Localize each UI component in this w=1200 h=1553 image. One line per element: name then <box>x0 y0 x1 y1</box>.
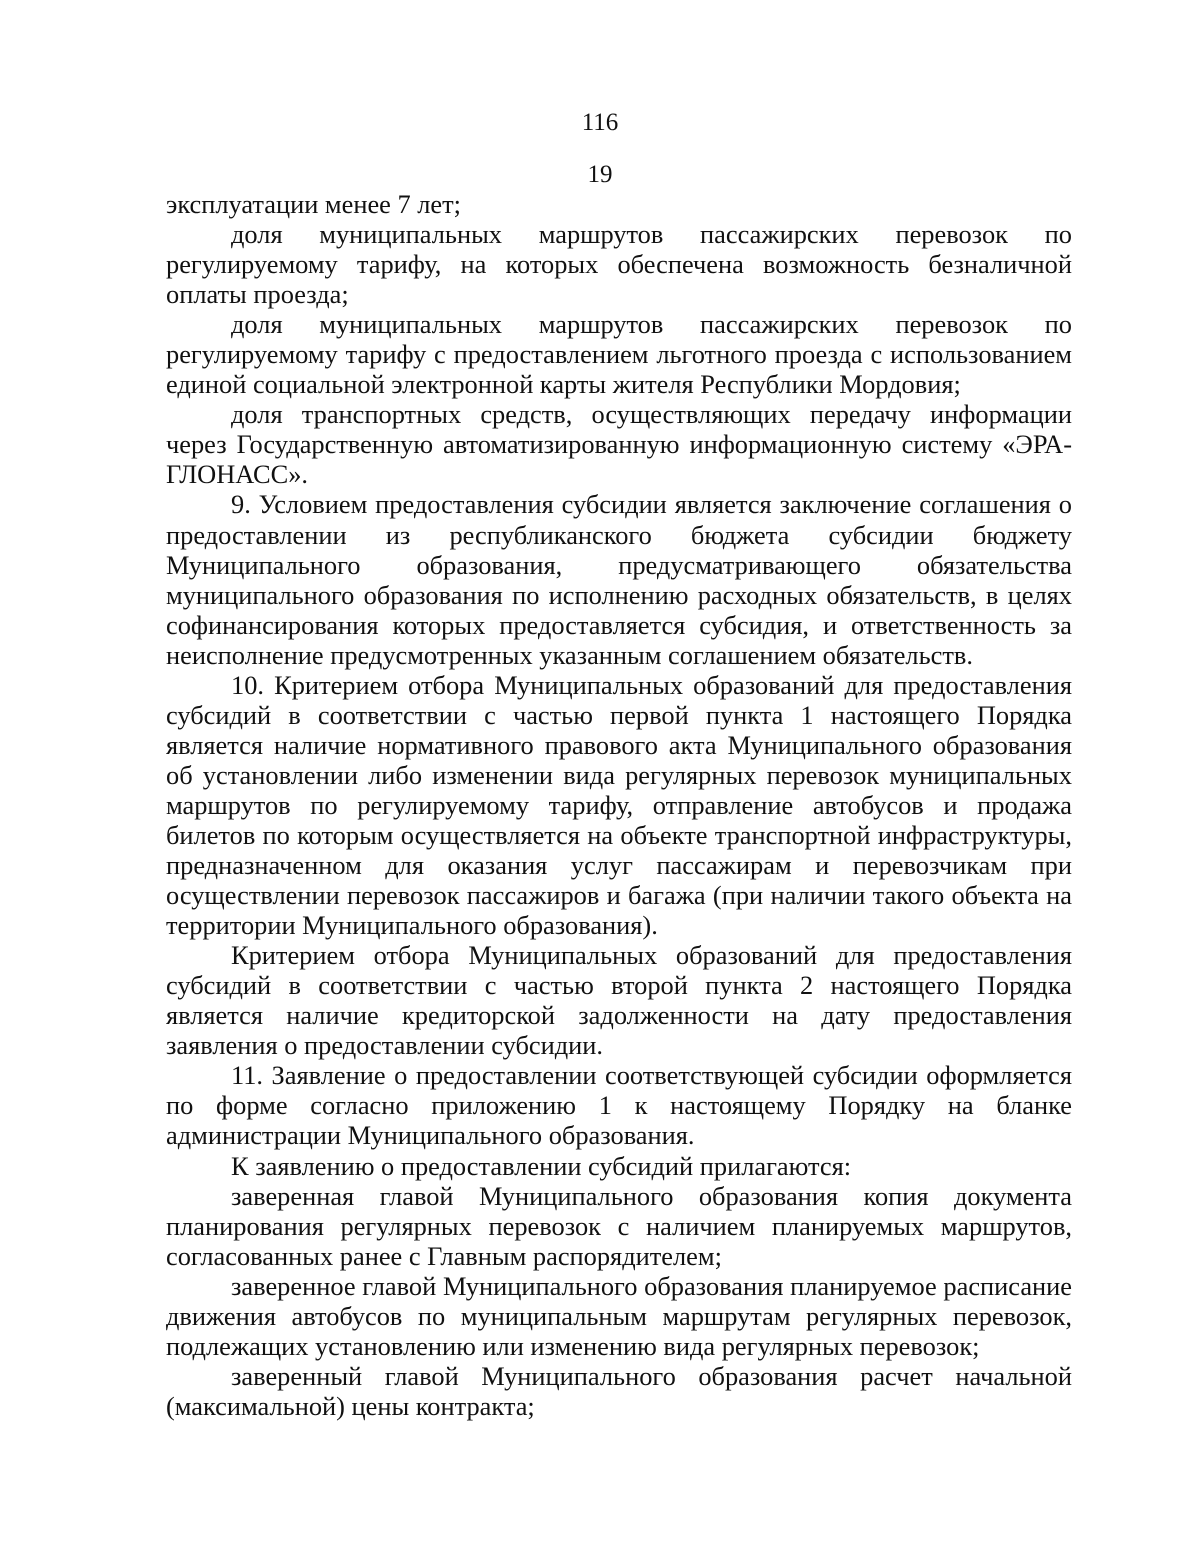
paragraph-item-11: 11. Заявление о предоставлении соответствующей субсидии оформляется по форме согласно приложению 1 к настоящему Порядку на бланке администрации Муниципального образования. <box>166 1060 1072 1151</box>
paragraph-attachment-schedule: заверенное главой Муниципального образования планируемое расписание движения автобусов по муниципальным маршрутам регулярных перевозок, подлежащих установлению или изменению вида регулярных перевозок; <box>166 1270 1072 1361</box>
paragraph-indicator-cashless: доля муниципальных маршрутов пассажирских перевозок по регулируемому тарифу, на которых обеспечена возможность безналичной оплаты проезда; <box>166 219 1072 310</box>
paragraph-attachments-intro: К заявлению о предоставлении субсидий прилагаются: <box>231 1150 852 1181</box>
paragraph-continuation: эксплуатации менее 7 лет; <box>166 189 462 219</box>
paragraph-attachment-planning-document: заверенная главой Муниципального образования копия документа планирования регулярных перевозок с наличием планируемых маршрутов, согласованных ранее с Главным распорядителем; <box>166 1180 1072 1271</box>
paragraph-indicator-era-glonass: доля транспортных средств, осуществляющих передачу информации через Государственную автоматизированную информационную систему «ЭРА-ГЛОНАСС». <box>166 399 1072 490</box>
inner-page-number: 19 <box>587 161 613 188</box>
paragraph-item-9: 9. Условием предоставления субсидии является заключение соглашения о предоставлении из республиканского бюджета субсидии бюджету Муниципального образования, предусматривающего обязательства муниципального образования по исполнению расходных обязательств, в целях софинансирования которых предоставляется субсидия, и ответственность за неисполнение предусмотренных указанным соглашением обязательств. <box>166 489 1072 670</box>
paragraph-selection-criterion: Критерием отбора Муниципальных образований для предоставления субсидий в соответствии с частью второй пункта 2 настоящего Порядка является наличие кредиторской задолженности на дату предоставления заявления о предоставлении субсидии. <box>166 940 1072 1061</box>
paragraph-indicator-social-card: доля муниципальных маршрутов пассажирских перевозок по регулируемому тарифу с предоставлением льготного проезда с использованием единой социальной электронной карты жителя Республики Мордовия; <box>166 309 1072 400</box>
document-body <box>166 189 1072 1421</box>
paragraph-attachment-price-calculation: заверенный главой Муниципального образования расчет начальной (максимальной) цены контракта; <box>166 1360 1072 1421</box>
paragraph-item-10: 10. Критерием отбора Муниципальных образований для предоставления субсидий в соответствии с частью первой пункта 1 настоящего Порядка является наличие нормативного правового акта Муниципального образования об установлении либо изменении вида регулярных перевозок муниципальных маршрутов по регулируемому тарифу, отправление автобусов и продажа билетов по которым осуществляется на объекте транспортной инфраструктуры, предназначенном для оказания услуг пассажирам и перевозчикам при осуществлении перевозок пассажиров и багажа (при наличии такого объекта на территории Муниципального образования). <box>166 669 1072 941</box>
outer-page-number: 116 <box>581 109 619 136</box>
